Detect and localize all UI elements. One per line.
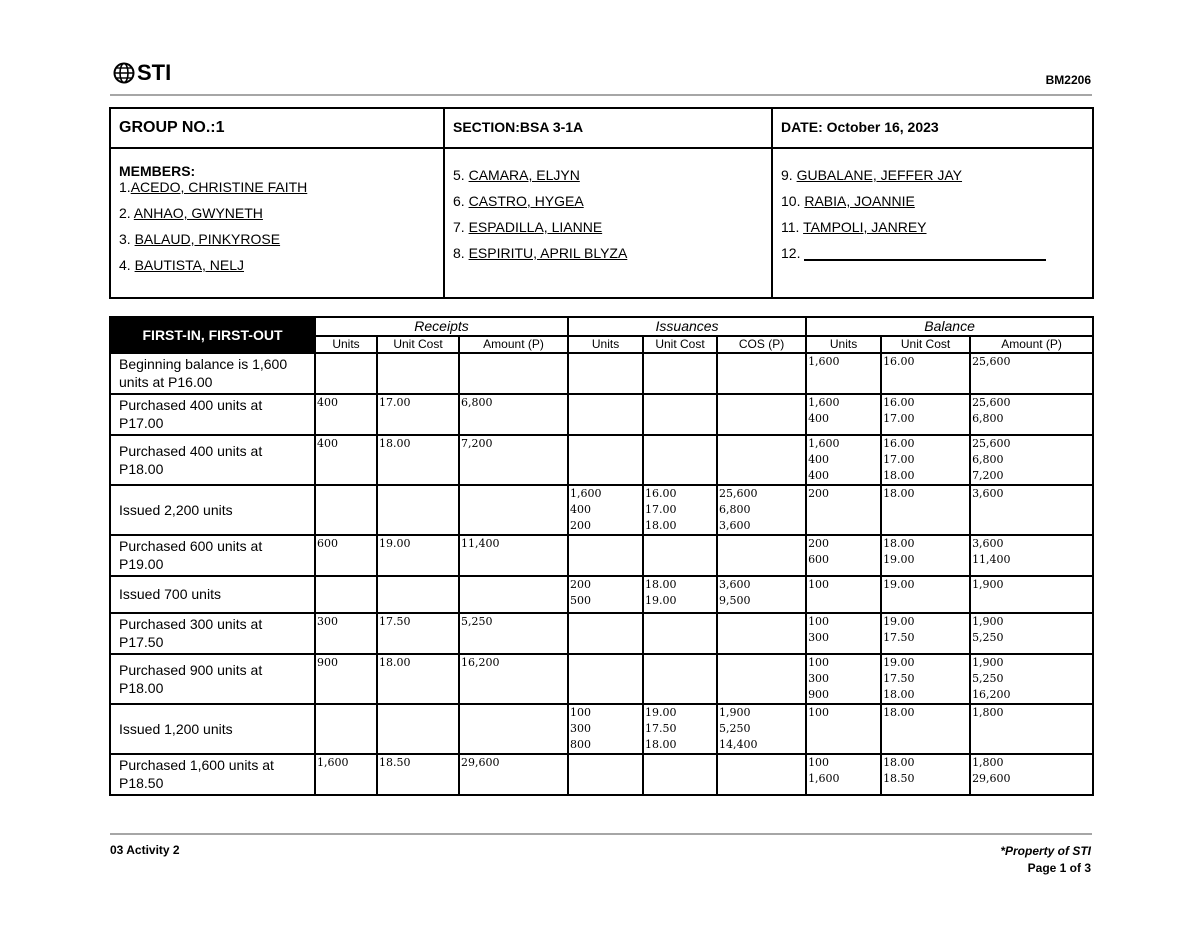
cell-i-cos	[717, 613, 806, 654]
cell-value: 200	[570, 519, 592, 532]
cell-value: 19.00	[883, 553, 915, 566]
cell-b-units	[806, 754, 881, 795]
member-name: ESPADILLA, LIANNE	[468, 219, 603, 235]
cell-value: 19.00	[645, 594, 677, 607]
cell-value: 600	[317, 537, 338, 550]
member-item: 3. BALAUD, PINKYROSE	[119, 231, 281, 247]
cell-i-units	[568, 353, 643, 394]
cell-i-units	[568, 394, 643, 435]
transaction-description: Purchased 1,600 units at P18.50	[110, 754, 315, 795]
cell-value: 5,250	[719, 722, 751, 735]
member-name: CASTRO, HYGEA	[468, 193, 584, 209]
transaction-description: Purchased 900 units at P18.00	[110, 654, 315, 704]
member-item: 11. TAMPOLI, JANREY	[781, 219, 927, 235]
cell-value: 5,250	[461, 615, 493, 628]
cell-value: 16,200	[461, 656, 500, 669]
document-code: BM2206	[1045, 73, 1091, 87]
issuances-header: Issuances	[568, 317, 806, 336]
cell-b-cost	[881, 754, 970, 795]
member-name: TAMPOLI, JANREY	[803, 219, 927, 235]
cell-value: 19.00	[883, 578, 915, 591]
cell-value: 400	[808, 453, 830, 466]
cell-b-amt	[970, 754, 1093, 795]
cell-value: 3,600	[972, 537, 1004, 550]
property-notice: *Property of STI	[1000, 844, 1091, 858]
cell-value: 3,600	[719, 578, 751, 591]
cell-value: 11,400	[972, 553, 1011, 566]
footer-divider	[110, 833, 1092, 835]
member-name: ACEDO, CHRISTINE FAITH	[130, 179, 308, 195]
column-header: Amount (P)	[970, 336, 1093, 353]
cell-r-amt	[459, 654, 568, 704]
cell-r-amt	[459, 613, 568, 654]
cell-b-cost	[881, 485, 970, 535]
cell-value: 100	[808, 706, 830, 719]
cell-r-units	[315, 485, 377, 535]
cell-value: 1,800	[972, 706, 1004, 719]
cell-value: 17.00	[645, 503, 677, 516]
cell-value: 1,600	[808, 437, 840, 450]
cell-b-cost	[881, 576, 970, 613]
blank-name-line	[804, 245, 1046, 261]
members-column-3	[772, 148, 1093, 298]
member-name: ESPIRITU, APRIL BLYZA	[468, 245, 628, 261]
table-row	[110, 535, 1093, 576]
cell-b-amt	[970, 535, 1093, 576]
member-item: 1.ACEDO, CHRISTINE FAITH	[119, 179, 308, 195]
cell-i-cost	[643, 485, 717, 535]
member-item: 5. CAMARA, ELJYN	[453, 167, 580, 183]
member-item: 7. ESPADILLA, LIANNE	[453, 219, 603, 235]
cell-value: 3,600	[719, 519, 751, 532]
cell-value: 100	[808, 615, 830, 628]
cell-i-cost	[643, 394, 717, 435]
section-label: SECTION:BSA 3-1A	[453, 119, 584, 135]
cell-i-units	[568, 485, 643, 535]
cell-value: 200	[808, 537, 830, 550]
cell-b-cost	[881, 535, 970, 576]
cell-i-units	[568, 654, 643, 704]
group-info-table	[109, 107, 1094, 299]
cell-b-cost	[881, 353, 970, 394]
cell-r-units	[315, 613, 377, 654]
cell-value: 1,600	[317, 756, 349, 769]
cell-value: 3,600	[972, 487, 1004, 500]
cell-value: 17.50	[883, 631, 915, 644]
table-row	[110, 654, 1093, 704]
cell-value: 1,600	[808, 772, 840, 785]
cell-value: 17.00	[379, 396, 411, 409]
cell-r-amt	[459, 394, 568, 435]
fifo-body	[110, 353, 1093, 795]
cell-r-cost	[377, 576, 459, 613]
cell-value: 1,600	[570, 487, 602, 500]
cell-r-cost	[377, 485, 459, 535]
cell-b-amt	[970, 576, 1093, 613]
cell-b-units	[806, 485, 881, 535]
member-name: BALAUD, PINKYROSE	[134, 231, 281, 247]
cell-value: 17.50	[883, 672, 915, 685]
column-header: Units	[315, 336, 377, 353]
cell-value: 7,200	[461, 437, 493, 450]
date-label: DATE: October 16, 2023	[781, 119, 939, 135]
cell-r-units	[315, 754, 377, 795]
cell-b-cost	[881, 704, 970, 754]
cell-b-units	[806, 535, 881, 576]
cell-i-cos	[717, 485, 806, 535]
cell-value: 16.00	[883, 437, 915, 450]
table-row	[110, 613, 1093, 654]
cell-i-cos	[717, 435, 806, 485]
cell-r-cost	[377, 704, 459, 754]
cell-value: 400	[570, 503, 592, 516]
cell-r-cost	[377, 353, 459, 394]
cell-value: 18.00	[883, 706, 915, 719]
cell-i-units	[568, 754, 643, 795]
cell-value: 400	[808, 469, 830, 482]
cell-value: 400	[808, 412, 830, 425]
member-name: RABIA, JOANNIE	[804, 193, 915, 209]
cell-value: 18.00	[883, 688, 915, 701]
cell-i-cost	[643, 576, 717, 613]
cell-b-units	[806, 353, 881, 394]
cell-b-amt	[970, 353, 1093, 394]
cell-i-cost	[643, 535, 717, 576]
cell-r-units	[315, 435, 377, 485]
cell-r-amt	[459, 576, 568, 613]
cell-i-cost	[643, 353, 717, 394]
cell-i-cos	[717, 353, 806, 394]
cell-value: 18.50	[379, 756, 411, 769]
cell-i-cost	[643, 654, 717, 704]
cell-r-cost	[377, 535, 459, 576]
cell-value: 25,600	[972, 437, 1011, 450]
activity-label: 03 Activity 2	[110, 843, 180, 857]
transaction-description: Purchased 600 units at P19.00	[110, 535, 315, 576]
members-column-2	[444, 148, 772, 298]
cell-value: 18.00	[379, 656, 411, 669]
member-item-blank: 12.	[781, 245, 1084, 261]
cell-value: 1,800	[972, 756, 1004, 769]
cell-r-units	[315, 353, 377, 394]
table-row	[110, 485, 1093, 535]
cell-value: 200	[570, 578, 592, 591]
cell-value: 300	[317, 615, 338, 628]
cell-i-units	[568, 535, 643, 576]
table-row	[110, 754, 1093, 795]
cell-i-cos	[717, 576, 806, 613]
cell-value: 900	[317, 656, 338, 669]
cell-b-amt	[970, 435, 1093, 485]
column-header: Unit Cost	[643, 336, 717, 353]
cell-r-cost	[377, 754, 459, 795]
cell-b-amt	[970, 485, 1093, 535]
member-item: 8. ESPIRITU, APRIL BLYZA	[453, 245, 628, 261]
cell-value: 29,600	[461, 756, 500, 769]
cell-value: 1,900	[719, 706, 751, 719]
cell-i-cost	[643, 704, 717, 754]
group-number: GROUP NO.:1	[119, 119, 225, 136]
cell-value: 100	[808, 656, 830, 669]
cell-b-units	[806, 704, 881, 754]
cell-b-cost	[881, 613, 970, 654]
cell-b-units	[806, 613, 881, 654]
cell-value: 100	[808, 578, 830, 591]
table-row	[110, 704, 1093, 754]
date-cell	[772, 108, 1093, 148]
table-row	[110, 394, 1093, 435]
cell-value: 18.00	[645, 738, 677, 751]
cell-value: 800	[570, 738, 592, 751]
cell-value: 29,600	[972, 772, 1011, 785]
cell-i-cos	[717, 704, 806, 754]
cell-r-units	[315, 535, 377, 576]
cell-value: 300	[808, 631, 830, 644]
cell-value: 1,900	[972, 656, 1004, 669]
column-header: Unit Cost	[881, 336, 970, 353]
cell-value: 500	[570, 594, 592, 607]
cell-value: 7,200	[972, 469, 1004, 482]
cell-value: 16,200	[972, 688, 1011, 701]
cell-value: 200	[808, 487, 830, 500]
cell-i-cos	[717, 535, 806, 576]
cell-value: 19.00	[379, 537, 411, 550]
members-column-1	[110, 148, 444, 298]
section-cell	[444, 108, 772, 148]
cell-value: 5,250	[972, 631, 1004, 644]
cell-value: 19.00	[645, 706, 677, 719]
cell-r-amt	[459, 485, 568, 535]
cell-r-cost	[377, 394, 459, 435]
cell-value: 400	[317, 396, 338, 409]
cell-value: 14,400	[719, 738, 758, 751]
cell-value: 17.50	[645, 722, 677, 735]
cell-value: 18.00	[379, 437, 411, 450]
column-header: Units	[806, 336, 881, 353]
balance-header: Balance	[806, 317, 1093, 336]
page-number: Page 1 of 3	[1027, 861, 1091, 875]
cell-r-amt	[459, 754, 568, 795]
cell-r-amt	[459, 704, 568, 754]
cell-value: 600	[808, 553, 830, 566]
cell-i-cos	[717, 394, 806, 435]
cell-value: 1,600	[808, 355, 840, 368]
receipts-header: Receipts	[315, 317, 568, 336]
transaction-description: Purchased 300 units at P17.50	[110, 613, 315, 654]
footer-right	[1000, 843, 1091, 877]
cell-i-units	[568, 613, 643, 654]
cell-r-units	[315, 394, 377, 435]
cell-i-units	[568, 704, 643, 754]
cell-b-units	[806, 654, 881, 704]
column-header: Amount (P)	[459, 336, 568, 353]
transaction-description: Purchased 400 units at P18.00	[110, 435, 315, 485]
cell-r-amt	[459, 535, 568, 576]
cell-b-units	[806, 576, 881, 613]
cell-value: 1,600	[808, 396, 840, 409]
transaction-description: Issued 1,200 units	[110, 704, 315, 754]
cell-value: 25,600	[972, 355, 1011, 368]
cell-value: 17.50	[379, 615, 411, 628]
table-row	[110, 353, 1093, 394]
transaction-description: Issued 700 units	[110, 576, 315, 613]
member-item: 4. BAUTISTA, NELJ	[119, 257, 245, 273]
cell-value: 18.00	[883, 469, 915, 482]
cell-value: 100	[570, 706, 592, 719]
cell-r-cost	[377, 613, 459, 654]
cell-r-units	[315, 654, 377, 704]
cell-b-amt	[970, 394, 1093, 435]
cell-value: 300	[570, 722, 592, 735]
cell-r-cost	[377, 435, 459, 485]
cell-i-cos	[717, 754, 806, 795]
column-header: COS (P)	[717, 336, 806, 353]
cell-value: 17.00	[883, 412, 915, 425]
cell-value: 16.00	[883, 396, 915, 409]
member-name: ANHAO, GWYNETH	[133, 205, 263, 221]
cell-value: 9,500	[719, 594, 751, 607]
member-item: 6. CASTRO, HYGEA	[453, 193, 584, 209]
cell-value: 18.50	[883, 772, 915, 785]
cell-r-units	[315, 576, 377, 613]
cell-value: 6,800	[461, 396, 493, 409]
cell-b-amt	[970, 654, 1093, 704]
transaction-description: Issued 2,200 units	[110, 485, 315, 535]
cell-value: 25,600	[972, 396, 1011, 409]
cell-value: 1,900	[972, 578, 1004, 591]
cell-value: 900	[808, 688, 830, 701]
cell-i-cos	[717, 654, 806, 704]
cell-value: 400	[317, 437, 338, 450]
cell-b-units	[806, 435, 881, 485]
cell-r-amt	[459, 435, 568, 485]
cell-r-units	[315, 704, 377, 754]
cell-value: 19.00	[883, 615, 915, 628]
column-header: Unit Cost	[377, 336, 459, 353]
member-item: 10. RABIA, JOANNIE	[781, 193, 915, 209]
cell-value: 6,800	[719, 503, 751, 516]
member-name: CAMARA, ELJYN	[468, 167, 580, 183]
cell-value: 11,400	[461, 537, 500, 550]
table-row	[110, 576, 1093, 613]
table-row	[110, 435, 1093, 485]
cell-b-cost	[881, 394, 970, 435]
header-divider	[110, 94, 1092, 96]
sti-logo	[113, 62, 171, 84]
cell-r-amt	[459, 353, 568, 394]
cell-i-cost	[643, 435, 717, 485]
cell-value: 1,900	[972, 615, 1004, 628]
cell-i-cost	[643, 754, 717, 795]
cell-value: 17.00	[883, 453, 915, 466]
cell-i-units	[568, 576, 643, 613]
cell-i-units	[568, 435, 643, 485]
fifo-title: FIRST-IN, FIRST-OUT	[110, 317, 315, 353]
member-name: BAUTISTA, NELJ	[134, 257, 245, 273]
cell-b-units	[806, 394, 881, 435]
member-item: 2. ANHAO, GWYNETH	[119, 205, 263, 221]
cell-value: 16.00	[645, 487, 677, 500]
cell-r-cost	[377, 654, 459, 704]
logo-text: STI	[137, 60, 172, 85]
cell-b-amt	[970, 704, 1093, 754]
cell-b-amt	[970, 613, 1093, 654]
cell-value: 16.00	[883, 355, 915, 368]
member-name: GUBALANE, JEFFER JAY	[796, 167, 963, 183]
transaction-description: Beginning balance is 1,600 units at P16.00	[110, 353, 315, 394]
cell-value: 300	[808, 672, 830, 685]
transaction-description: Purchased 400 units at P17.00	[110, 394, 315, 435]
cell-value: 5,250	[972, 672, 1004, 685]
column-header: Units	[568, 336, 643, 353]
cell-value: 6,800	[972, 412, 1004, 425]
cell-value: 18.00	[883, 756, 915, 769]
cell-value: 18.00	[645, 519, 677, 532]
cell-value: 18.00	[645, 578, 677, 591]
fifo-table	[109, 316, 1094, 796]
cell-i-cost	[643, 613, 717, 654]
cell-b-cost	[881, 435, 970, 485]
cell-value: 18.00	[883, 537, 915, 550]
cell-value: 6,800	[972, 453, 1004, 466]
cell-value: 25,600	[719, 487, 758, 500]
cell-value: 100	[808, 756, 830, 769]
cell-value: 18.00	[883, 487, 915, 500]
globe-icon	[113, 62, 135, 84]
cell-value: 19.00	[883, 656, 915, 669]
cell-b-cost	[881, 654, 970, 704]
member-item: 9. GUBALANE, JEFFER JAY	[781, 167, 963, 183]
members-label: MEMBERS:	[119, 163, 196, 179]
group-number-cell	[110, 108, 444, 148]
